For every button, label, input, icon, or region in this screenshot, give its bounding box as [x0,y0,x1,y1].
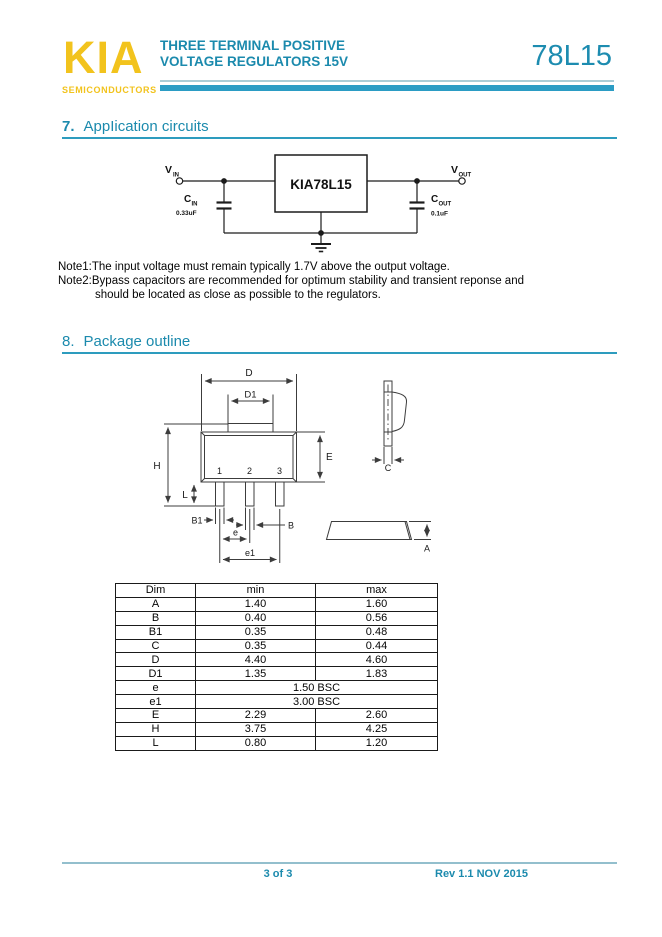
cell-dim: E [116,709,196,723]
dim-label-C: C [384,463,392,473]
note2: Note2:Bypass capacitors are recommended for optimum stability and transient reponse and [58,274,524,287]
cell-min: 0.40 [196,611,316,625]
dim-label-A: A [423,543,431,554]
cell-dim: e1 [116,695,196,709]
section8-number: 8. [62,333,75,350]
pin-1-label: 1 [216,466,223,476]
table-row [116,625,438,639]
lead-1 [216,482,225,506]
col-header-dim: Dim [116,584,196,598]
table-row [116,722,438,736]
package-outline-drawing [100,360,560,578]
dim-label-B1: B1 [191,515,203,526]
lead-2 [246,482,255,506]
cell-max: 0.48 [316,625,438,639]
cell-dim: B1 [116,625,196,639]
vin-label: V [165,164,173,176]
note2-continued: should be located as close as possible to the regulators. [95,288,381,301]
header-rule-thin [160,80,614,82]
vin-label-sub: IN [173,172,179,179]
document-title-line1: THREE TERMINAL POSITIVE [160,38,346,53]
application-circuit-diagram [140,148,480,266]
table-row [116,736,438,750]
cell-min: 1.35 [196,667,316,681]
cell-max: 0.44 [316,639,438,653]
lead-3 [276,482,285,506]
cell-dim: D [116,653,196,667]
section7-number: 7. [62,118,75,135]
document-title-line2: VOLTAGE REGULATORS 15V [160,54,349,69]
side-view-bulge [392,392,407,432]
cell-dim: B [116,611,196,625]
table-row [116,681,438,695]
kia-logo-subtitle: SEMICONDUCTORS [62,85,157,95]
cell-min: 0.35 [196,625,316,639]
section7-heading [62,118,209,135]
cin-label-sub: IN [191,201,198,208]
cout-label-sub: OUT [438,201,452,208]
cell-min: 1.40 [196,597,316,611]
cell-dim: e [116,681,196,695]
cell-dim: A [116,597,196,611]
junction-dot [415,179,420,184]
dim-label-e1: e1 [244,548,256,558]
dim-label-L: L [182,490,188,501]
dim-label-H: H [153,461,161,472]
table-row [116,709,438,723]
junction-dot [222,179,227,184]
cell-max: 0.56 [316,611,438,625]
dim-label-D: D [245,368,253,379]
cell-max: 4.25 [316,722,438,736]
dim-label-E: E [326,452,333,463]
section8-heading [62,333,190,350]
dim-label-B: B [288,520,295,531]
section8-rule [62,352,617,354]
junction-dot [319,231,324,236]
cin-label: C [184,194,192,205]
table-row [116,597,438,611]
section8-title: Package outline [83,333,191,350]
table-row [116,639,438,653]
cell-max: 1.60 [316,597,438,611]
note1: Note1:The input voltage must remain typically 1.7V above the output voltage. [58,261,450,273]
cell-max: 1.83 [316,667,438,681]
cell-min: 3.75 [196,722,316,736]
col-header-max: max [316,584,438,598]
document-title [160,38,348,70]
cell-max: 1.20 [316,736,438,750]
table-row [116,653,438,667]
dim-label-D1: D1 [244,389,257,401]
cell-dim: H [116,722,196,736]
cell-span-value: 3.00 BSC [196,695,438,709]
vout-terminal [459,178,465,184]
cell-min: 0.80 [196,736,316,750]
section7-rule [62,137,617,139]
vout-label: V [451,164,459,176]
table-row [116,695,438,709]
cell-dim: C [116,639,196,653]
pin-2-label: 2 [246,466,253,476]
cout-label: C [431,194,439,205]
dimension-table [115,583,438,751]
vout-label-sub: OUT [458,172,472,179]
cell-dim: L [116,736,196,750]
cell-span-value: 1.50 BSC [196,681,438,695]
package-tab [228,424,273,433]
cell-max: 2.60 [316,709,438,723]
vin-terminal [176,178,182,184]
cin-value: 0.33uF [176,210,197,217]
cell-max: 4.60 [316,653,438,667]
header-rule-thick [160,85,614,91]
table-row [116,611,438,625]
section7-title: AppIication circuits [83,118,209,135]
cell-dim: D1 [116,667,196,681]
cell-min: 4.40 [196,653,316,667]
cell-min: 2.29 [196,709,316,723]
kia-logo: KIA [63,32,144,83]
chip-label: KIA78L15 [290,177,352,192]
col-header-min: min [196,584,316,598]
notes-block [58,261,524,302]
page-number: 3 of 3 [263,868,293,880]
bottom-profile [327,522,412,540]
part-number: 78L15 [531,40,612,72]
table-row [116,667,438,681]
pin-3-label: 3 [276,466,283,476]
dim-label-e: e [232,527,239,538]
footer-rule [62,862,617,864]
revision-label: Rev 1.1 NOV 2015 [435,868,528,880]
cell-min: 0.35 [196,639,316,653]
table-header-row [116,584,438,598]
cout-value: 0.1uF [431,210,448,218]
